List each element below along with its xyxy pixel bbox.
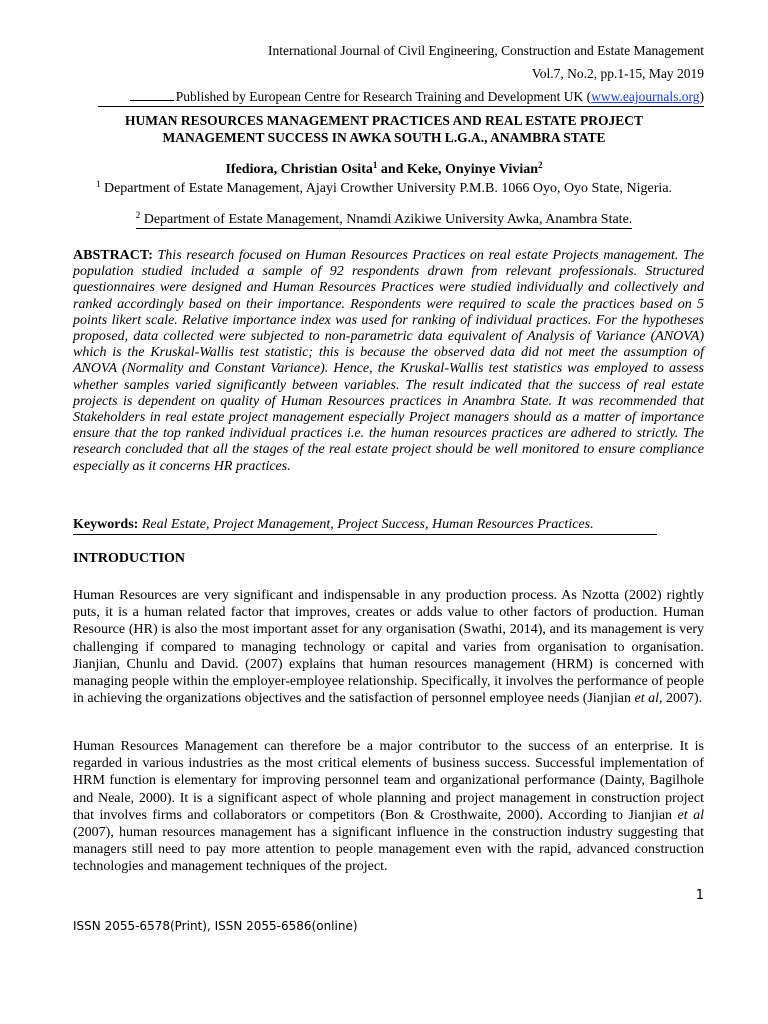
title-line-2: MANAGEMENT SUCCESS IN AWKA SOUTH L.G.A., ANAMBRA STATE [162, 130, 606, 145]
author-2: and Keke, Onyinye Vivian [377, 162, 539, 177]
intro-paragraph-2 [73, 738, 704, 876]
intro-p1-text: Human Resources are very significant and indispensable in any production process. As Nzotta (2002) rightly puts, it is a human related factor that improves, creates or adds value to other factors of production. Human Resource (HR) is also the most important asset for any organisation (Swathi, 2014), and its management is very challenging if compared to managing technology or capital and varies from organisation to organisation. Jianjian, Chunlu and David. (2007) explains that human resources management (HRM) is concerned with managing people within the employer-employee relationship. Specifically, it involves the performance of people in achieving the organizations objectives and the satisfaction of personnel employee needs (Jianjian [73, 588, 704, 707]
intro-p2-text: Human Resources Management can therefore be a major contributor to the success of an enterprise. It is regarded in various industries as the most critical elements of business success. Successful implementation of HRM function is elementary for improving personnel team and organizational performance (Dainty, Bagilhole and Neale, 2000). It is a significant aspect of whole planning and project management in construction project that involves firms and collaborators or competitors (Bon & Crosthwaite, 2000). According to Jianjian [73, 739, 704, 823]
journal-name: International Journal of Civil Engineering, Construction and Estate Management [267, 43, 704, 58]
intro-p1-em: et al, [634, 691, 663, 707]
affiliation-1-text: Department of Estate Management, Ajayi Crowther University P.M.B. 1066 Oyo, Oyo State, Nigeria. [100, 181, 673, 196]
intro-p2-end: (2007), human resources management has a significant influence in the construction industry suggesting that managers still need to pay more attention to people management even with the rapid, advanced construction technologies and management techniques of the project. [73, 825, 704, 875]
intro-p2-em: et al [677, 807, 704, 823]
keywords-rule [73, 534, 657, 535]
publisher-text: Published by European Centre for Research Training and Development UK ( [175, 89, 592, 104]
abstract-label: ABSTRACT: [73, 248, 153, 263]
intro-paragraph-1 [73, 587, 704, 707]
author-1-sup: 1 [372, 160, 378, 170]
issn-footer: ISSN 2055-6578(Print), ISSN 2055-6586(online) [73, 919, 358, 933]
publisher-link[interactable]: www.eajournals.org [591, 89, 700, 104]
author-2-sup: 2 [538, 160, 543, 170]
intro-p1-end: 2007). [662, 691, 703, 707]
volume-info: Vol.7, No.2, pp.1-15, May 2019 [531, 66, 704, 81]
publisher-end: ) [699, 89, 704, 104]
title-line-1: HUMAN RESOURCES MANAGEMENT PRACTICES AND REAL ESTATE PROJECT [125, 113, 643, 128]
affiliation-2-sup: 2 [135, 210, 141, 220]
keywords [73, 517, 594, 533]
affiliation-2 [64, 211, 704, 228]
abstract [73, 248, 704, 475]
keywords-text: Real Estate, Project Management, Project Success, Human Resources Practices. [141, 517, 594, 532]
publisher-line [98, 89, 704, 107]
author-1: Ifediora, Christian Osita [225, 162, 373, 177]
abstract-text: This research focused on Human Resources Practices on real estate Projects management. The population studied included a sample of 92 respondents drawn from relevant professionals. Structured questionnaires were designed and Human Resources Practices were studied individually and collectively and ranked accordingly based on their importance. Respondents were required to scale the practices based on 5 points likert scale. Relative importance index was used for ranking of individual practices. For the hypotheses proposed, data collected were subjected to non-parametric data equivalent of Analysis of Variance (ANOVA) which is the Kruskal-Wallis test statistic; this is because the observed data did not meet the assumption of ANOVA (Normality and Constant Variance). Hence, the Kruskal-Wallis test statistics was employed to assess whether samples varied significantly between variables. The result indicated that the success of real estate projects is dependent on quality of Human Resources practices in Anambra State. It was recommended that Stakeholders in real estate project management especially Project managers should as a matter of importance ensure that the top ranked individual practices i.e. the human resources practices are adhered to strictly. The research concluded that all the stages of the real estate project should be well monitored to ensure compliance especially as it concerns HR practices. [73, 248, 704, 474]
paper-title [64, 112, 704, 146]
keywords-label: Keywords: [73, 517, 139, 532]
authors [64, 162, 704, 178]
publisher-leader-rule [130, 99, 174, 101]
affiliation-1-sup: 1 [95, 179, 101, 189]
page-number: 1 [695, 888, 704, 903]
affiliation-2-text: Department of Estate Management, Nnamdi Azikiwe University Awka, Anambra State. [140, 212, 633, 227]
introduction-heading: INTRODUCTION [73, 551, 186, 566]
affiliation-1 [64, 180, 704, 197]
